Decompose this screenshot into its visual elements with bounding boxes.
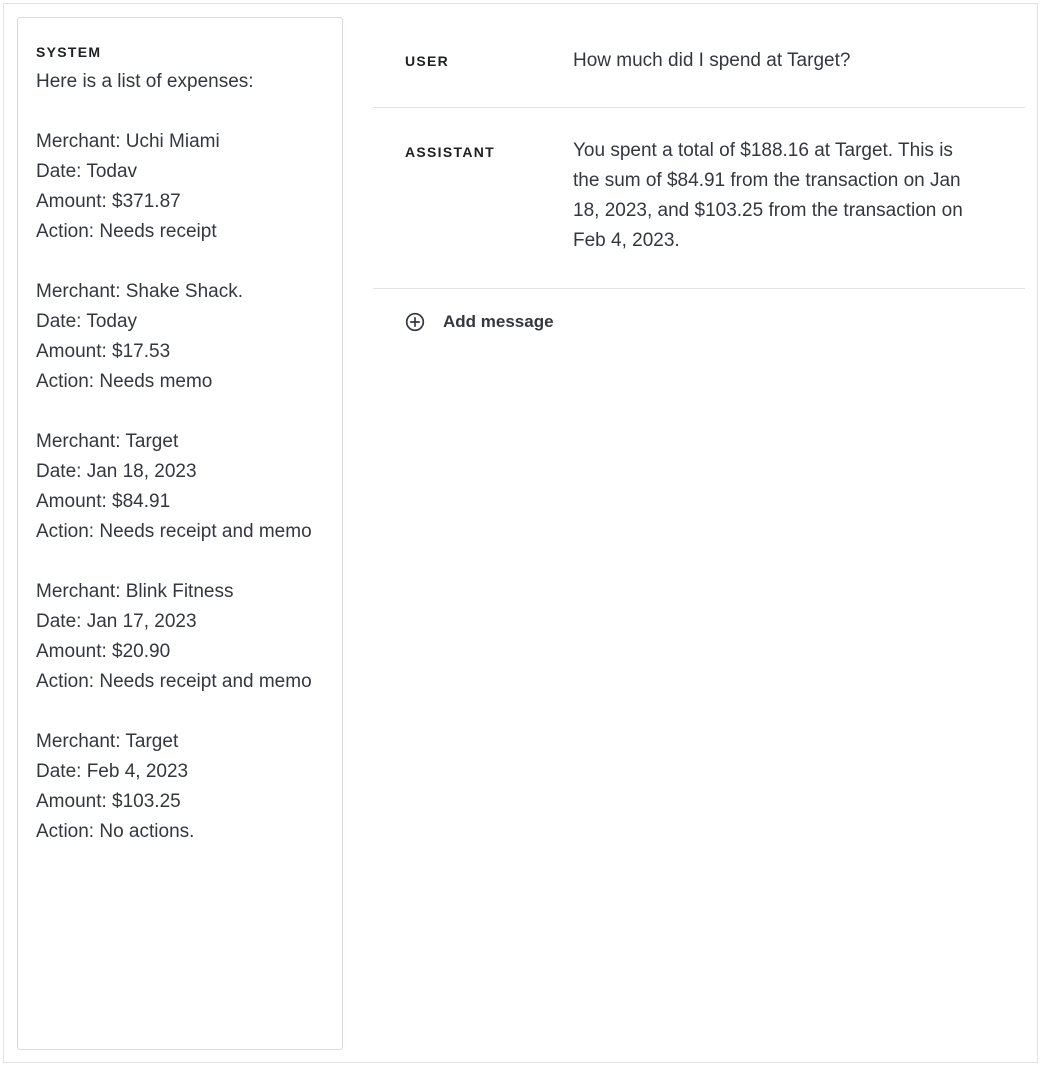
conversation [373,17,1025,355]
system-label: SYSTEM [36,44,102,60]
assistant-role-label[interactable]: ASSISTANT [405,144,495,160]
add-message-label: Add message [443,312,554,331]
assistant-message [373,108,1025,289]
user-role-label[interactable]: USER [405,53,450,69]
user-message-content[interactable]: How much did I spend at Target? [573,50,851,71]
add-message-button[interactable] [373,289,1025,355]
plus-circle-icon [405,312,425,332]
system-prompt-panel[interactable] [17,17,343,1050]
assistant-message-content[interactable]: You spent a total of $188.16 at Target. This is the sum of $84.91 from the transaction on Jan 18, 2023, and $103.25 from the transaction on Feb 4, 2023. [573,140,963,251]
system-prompt-text[interactable]: Here is a list of expenses: Merchant: Uchi Miami Date: Todav Amount: $371.87 Action: Needs receipt Merchant: Shake Shack. Date: Today Amount: $17.53 Action: Needs memo Merchant: Target Date: Jan 18, 2023 Amount: $84.91 Action: Needs receipt and memo Merchant: Blink Fitness Date: Jan 17, 2023 Amount: $20.90 Action: Needs receipt and memo Merchant: Target Date: Feb 4, 2023 Amount: $103.25 Action: No actions. [36,71,312,842]
user-message [373,17,1025,108]
